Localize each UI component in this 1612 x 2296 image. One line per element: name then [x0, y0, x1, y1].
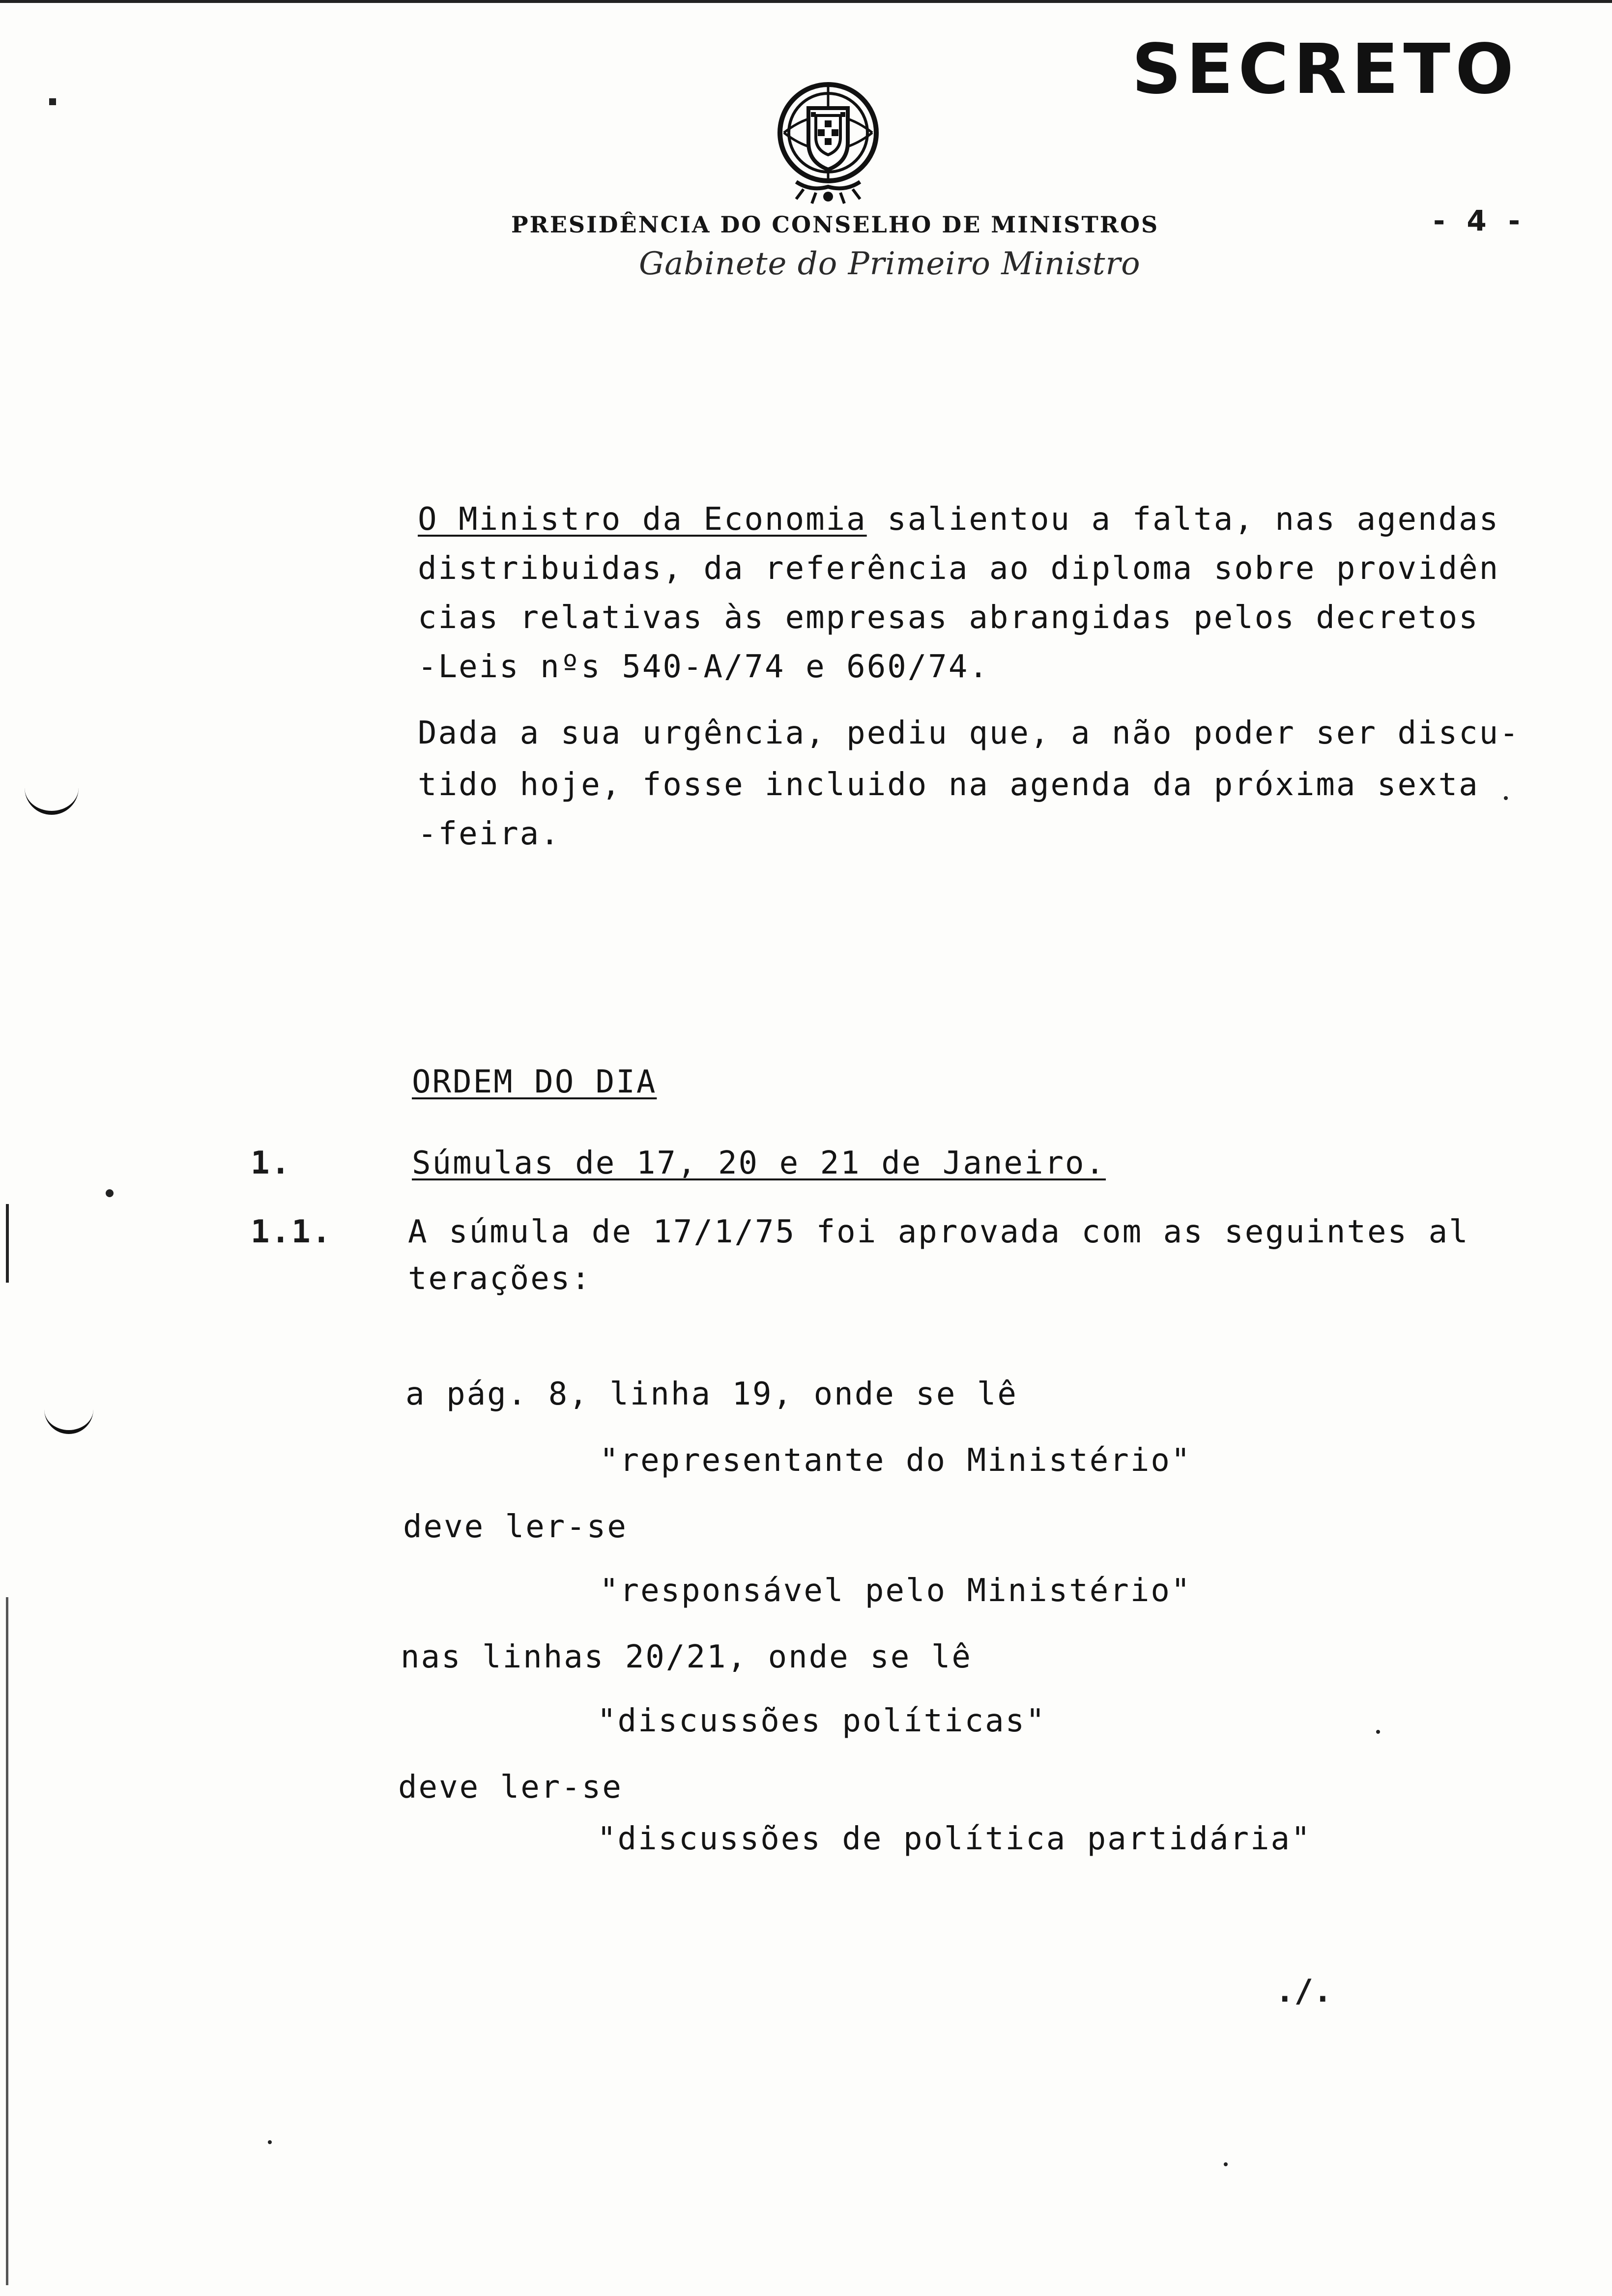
agenda-heading: ORDEM DO DIA	[412, 1064, 657, 1100]
margin-speck	[106, 1189, 114, 1197]
classification-stamp: SECRETO	[1131, 29, 1519, 110]
correction-line4: "responsável pelo Ministério"	[600, 1573, 1192, 1609]
top-rule	[0, 0, 1612, 3]
correction-line5: nas linhas 20/21, onde se lê	[401, 1639, 972, 1675]
continuation-mark: ./.	[1275, 1973, 1332, 2009]
item1-1-number: 1.1.	[251, 1214, 333, 1250]
item1-1-line1: A súmula de 17/1/75 foi aprovada com as seguintes al	[408, 1214, 1469, 1250]
correction-line2: "representante do Ministério"	[600, 1442, 1192, 1479]
item1-title: Súmulas de 17, 20 e 21 de Janeiro.	[412, 1145, 1106, 1181]
paragraph1-line2: distribuidas, da referência ao diploma sobre providên	[418, 550, 1500, 587]
paragraph2-line2: tido hoje, fosse incluido na agenda da próxima sexta	[418, 767, 1479, 803]
scanner-speck	[1376, 1730, 1380, 1734]
cabinet-name: Gabinete do Primeiro Ministro	[639, 246, 1141, 282]
margin-edge-mark	[6, 1597, 8, 2285]
margin-speck	[49, 98, 56, 105]
paragraph2-line3: -feira.	[418, 816, 561, 852]
paragraph2-line1: Dada a sua urgência, pediu que, a não poder ser discu-	[418, 715, 1520, 751]
item1-1-line2: terações:	[408, 1261, 592, 1297]
minister-name: O Ministro da Economia	[418, 501, 867, 538]
correction-line3: deve ler-se	[403, 1509, 628, 1545]
margin-punch-mark	[25, 767, 79, 815]
correction-line1: a pág. 8, linha 19, onde se lê	[405, 1376, 1018, 1412]
paragraph1-line1-rest: salientou a falta, nas agendas	[866, 501, 1500, 538]
margin-punch-mark	[44, 1391, 93, 1434]
paragraph1-line3: cias relativas às empresas abrangidas pelos decretos	[418, 600, 1479, 636]
paragraph1-line1	[418, 501, 1500, 538]
scanner-speck	[268, 2140, 272, 2144]
margin-edge-mark	[6, 1204, 9, 1283]
page-number: - 4 -	[1433, 204, 1526, 237]
item1-number: 1.	[251, 1145, 292, 1181]
correction-line8: "discussões de política partidária"	[597, 1821, 1312, 1857]
scanner-speck	[1504, 796, 1508, 800]
correction-line6: "discussões políticas"	[597, 1703, 1046, 1739]
scanner-speck	[1224, 2162, 1228, 2166]
paragraph1-line4: -Leis nºs 540-A/74 e 660/74.	[418, 649, 989, 685]
institution-name: PRESIDÊNCIA DO CONSELHO DE MINISTROS	[511, 211, 1159, 238]
portuguese-coat-of-arms-icon	[767, 79, 890, 206]
correction-line7: deve ler-se	[398, 1769, 623, 1806]
